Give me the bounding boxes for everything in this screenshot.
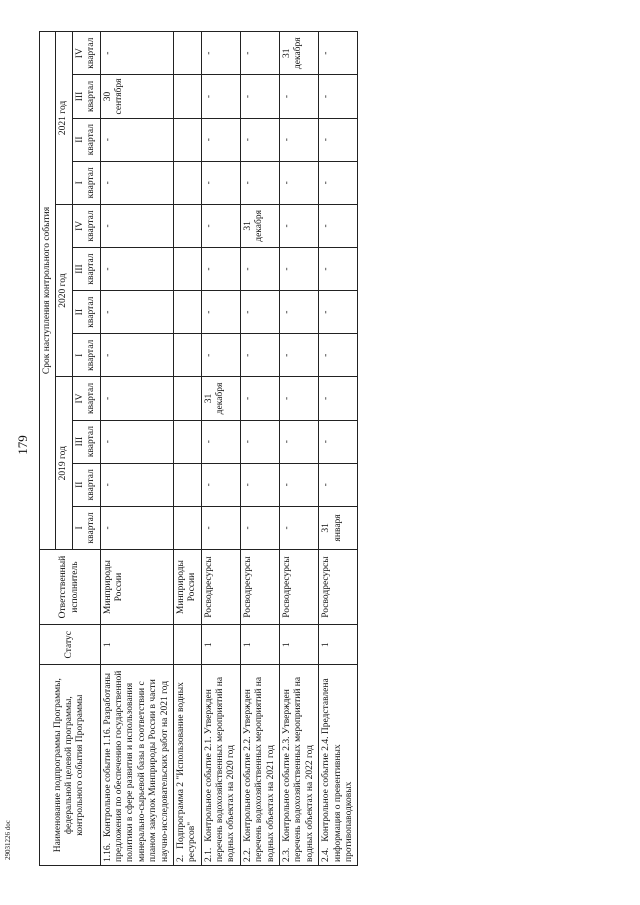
quarter-cell: 31 января [319,506,358,549]
quarter-cell: - [100,334,173,377]
quarter-cell: - [280,463,319,506]
row-number: 2.3. [282,847,293,862]
row-number: 2.4. [321,847,332,862]
row-executor: Росводресурсы [319,549,358,624]
quarter-cell: - [280,334,319,377]
quarter-cell: - [319,161,358,204]
quarter-cell: - [319,291,358,334]
quarter-cell: - [240,377,279,420]
row-name-cell [173,665,201,866]
quarter-cell: 31 декабря [240,204,279,247]
row-status: 1 [280,625,319,665]
quarter-cell: - [240,75,279,118]
header-year-2021: 2021 год [56,32,72,205]
quarter-cell: - [240,291,279,334]
quarter-cell: 31 декабря [201,377,240,420]
quarter-cell: - [201,75,240,118]
row-title: Подпрограмма 2 "Использование водных ресурсов" [175,682,198,862]
row-name-cell [100,665,173,866]
quarter-cell [173,161,201,204]
quarter-cell: - [240,420,279,463]
quarter-header: II квартал [72,291,100,334]
row-status: 1 [201,625,240,665]
quarter-cell [173,75,201,118]
quarter-header: IV квартал [72,204,100,247]
row-executor: Росводресурсы [240,549,279,624]
quarter-cell: - [280,118,319,161]
row-title: Контрольное событие 2.1. Утвержден перечень водохозяйственных мероприятий на водных объектах на 2020 год [203,676,237,862]
quarter-cell: - [201,204,240,247]
quarter-cell [173,463,201,506]
header-year-2019: 2019 год [56,377,72,550]
quarter-header: IV квартал [72,32,100,75]
quarter-header: IV квартал [72,377,100,420]
header-deadline: Срок наступления контрольного события [40,32,56,550]
quarter-cell: - [201,334,240,377]
quarter-cell: - [201,161,240,204]
quarter-header: I квартал [72,506,100,549]
quarter-cell: - [280,506,319,549]
quarter-cell: - [319,75,358,118]
quarter-cell: - [201,118,240,161]
quarter-cell [173,291,201,334]
row-executor: Росводресурсы [201,549,240,624]
quarter-cell: - [280,75,319,118]
quarter-cell: - [240,334,279,377]
row-status [173,625,201,665]
quarter-cell: - [280,420,319,463]
quarter-cell: - [240,247,279,290]
quarter-cell: - [100,204,173,247]
quarter-cell [173,32,201,75]
quarter-cell [173,204,201,247]
quarter-cell [173,420,201,463]
page-number: 179 [15,435,30,455]
table-row [319,32,358,866]
header-executor: Ответственный исполнитель [40,549,101,624]
table-body [100,32,358,866]
quarter-cell: - [319,32,358,75]
footer-doc-id: 29031226 doc [4,820,12,860]
quarter-cell: - [100,32,173,75]
quarter-cell: - [319,334,358,377]
table-row [173,32,201,866]
quarter-cell: - [100,506,173,549]
row-title: Контрольное событие 2.3. Утвержден перечень водохозяйственных мероприятий на водных объектах на 2022 год [282,676,315,862]
quarter-cell: - [319,118,358,161]
quarter-cell: - [100,463,173,506]
quarter-cell: - [201,420,240,463]
header-name: Наименование подпрограммы Программы, федеральной целевой программы, контрольного события Программы [40,665,101,866]
quarter-cell: - [240,463,279,506]
quarter-header: III квартал [72,75,100,118]
quarter-cell: - [280,247,319,290]
quarter-cell: - [201,32,240,75]
quarter-header: II квартал [72,463,100,506]
row-name-cell [240,665,279,866]
header-status: Статус [40,625,101,665]
quarter-cell: - [319,377,358,420]
quarter-cell: - [319,247,358,290]
quarter-cell [173,118,201,161]
row-number: 1.16. [102,843,113,862]
table-row [280,32,319,866]
row-status: 1 [319,625,358,665]
quarter-header: II квартал [72,118,100,161]
row-title: Контрольное событие 2.2. Утвержден перечень водохозяйственных мероприятий на водных объектах на 2021 год [242,676,276,862]
quarter-cell: - [100,118,173,161]
row-executor: Минприроды России [100,549,173,624]
quarter-cell: - [280,161,319,204]
quarter-header: I квартал [72,161,100,204]
quarter-cell: - [201,463,240,506]
quarter-cell: - [100,161,173,204]
quarter-cell [173,247,201,290]
row-title: Контрольное событие 2.4. Представлена информация о превентивных противопаводковых [321,678,354,862]
control-events-table [39,31,358,866]
quarter-cell [173,506,201,549]
quarter-cell: - [100,291,173,334]
quarter-cell: 30 сентября [100,75,173,118]
quarter-cell [173,377,201,420]
row-number: 2.1. [203,847,214,862]
row-number: 2.2. [242,847,253,862]
rotated-page [39,31,613,866]
row-executor: Росводресурсы [280,549,319,624]
quarter-cell: - [240,506,279,549]
quarter-header: III квартал [72,247,100,290]
table-row [201,32,240,866]
row-status: 1 [240,625,279,665]
quarter-cell: - [100,377,173,420]
row-executor: Минприроды России [173,549,201,624]
row-number: 2. [175,854,186,862]
quarter-cell: - [201,291,240,334]
row-name-cell [201,665,240,866]
row-name-cell [280,665,319,866]
quarter-cell: - [319,463,358,506]
table-row [240,32,279,866]
quarter-cell: - [240,161,279,204]
quarter-cell: - [319,204,358,247]
quarter-cell: - [100,420,173,463]
quarter-cell [173,334,201,377]
quarter-header: I квартал [72,334,100,377]
quarter-cell: - [280,291,319,334]
quarter-cell: - [100,247,173,290]
quarter-cell: - [240,118,279,161]
quarter-header: III квартал [72,420,100,463]
quarter-cell: - [240,32,279,75]
row-status: 1 [100,625,173,665]
quarter-cell: - [280,204,319,247]
quarter-cell: 31 декабря [280,32,319,75]
quarter-cell: - [319,420,358,463]
quarter-cell: - [201,247,240,290]
quarter-cell: - [201,506,240,549]
quarter-cell: - [280,377,319,420]
row-title: Контрольное событие 1.16. Разработаны предложения по обеспечению государственной политики в сфере развития и использования минерально-сырьевой базы в соответствии с планом закупок Минприроды России в части научно-исследовательских работ на 2021 год [102,670,170,862]
header-year-2020: 2020 год [56,204,72,377]
row-name-cell [319,665,358,866]
table-row [100,32,173,866]
